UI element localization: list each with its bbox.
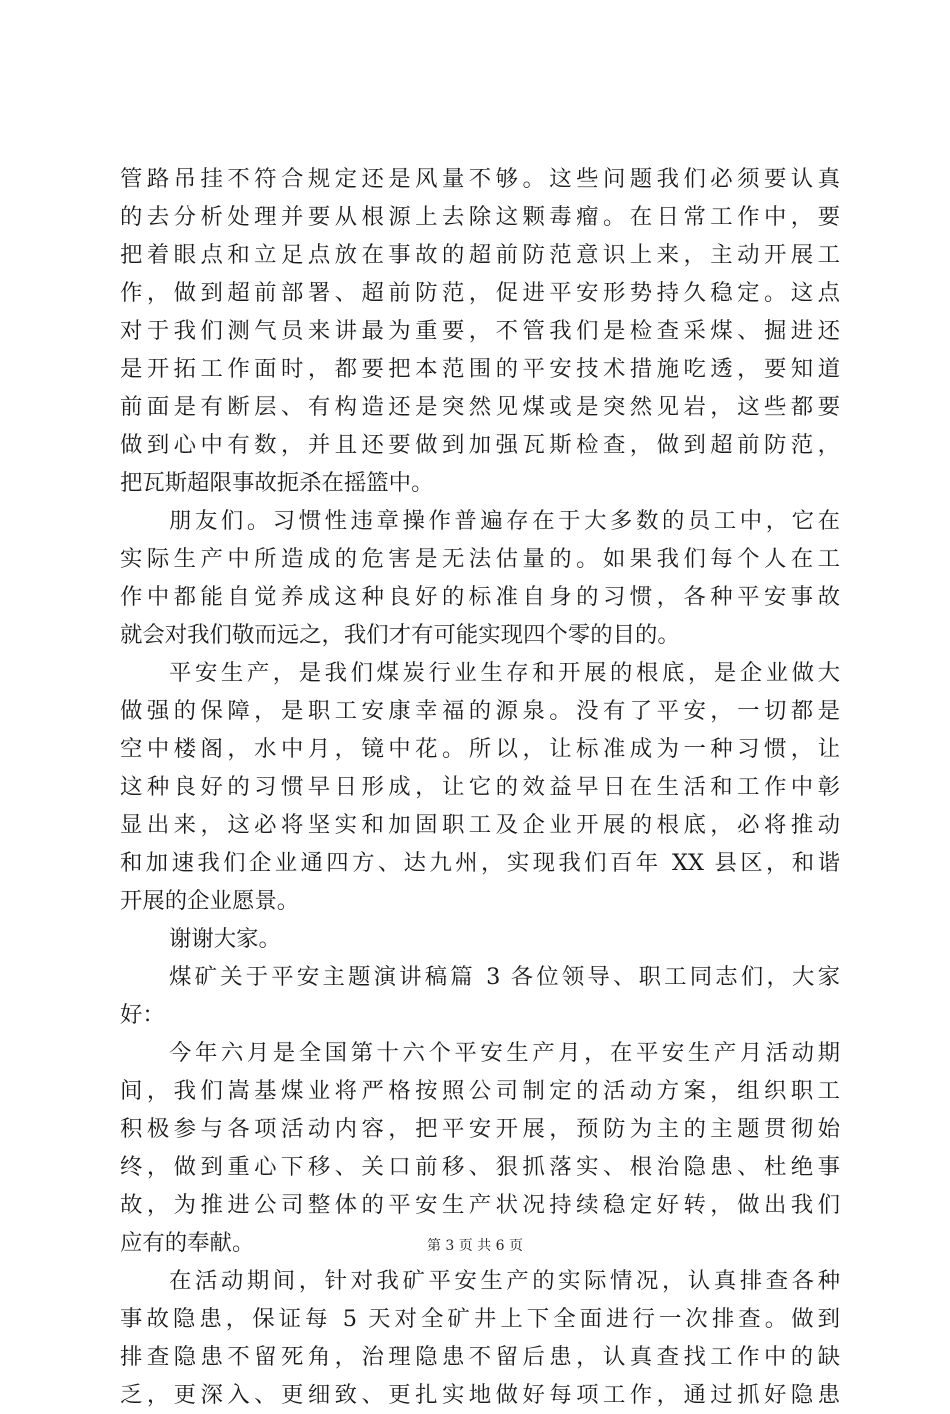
text-line: 排查隐患不留死角，治理隐患不留后患，认真查找工作中的缺 bbox=[120, 1344, 840, 1370]
text-line: 是开拓工作面时，都要把本范围的平安技术措施吃透，要知道 bbox=[120, 356, 840, 382]
text-line: 终，做到重心下移、关口前移、狠抓落实、根治隐患、杜绝事 bbox=[120, 1154, 840, 1180]
page-footer: 第 3 页 共 6 页 bbox=[426, 1238, 524, 1254]
text-line: 故，为推进公司整体的平安生产状况持续稳定好转，做出我们 bbox=[120, 1192, 840, 1218]
text-line: 就会对我们敬而远之，我们才有可能实现四个零的目的。 bbox=[120, 622, 680, 648]
text-line: 做到心中有数，并且还要做到加强瓦斯检查，做到超前防范， bbox=[120, 432, 840, 458]
text-line: 把着眼点和立足点放在事故的超前防范意识上来，主动开展工 bbox=[120, 242, 840, 268]
text-line: 在活动期间，针对我矿平安生产的实际情况，认真排查各种 bbox=[169, 1268, 840, 1294]
text-line: 好： bbox=[120, 1002, 165, 1028]
text-line: 开展的企业愿景。 bbox=[120, 888, 300, 914]
text-line: 做强的保障，是职工安康幸福的源泉。没有了平安，一切都是 bbox=[120, 698, 840, 724]
text-line: 作，做到超前部署、超前防范，促进平安形势持久稳定。这点 bbox=[120, 280, 840, 306]
text-line: 间，我们嵩基煤业将严格按照公司制定的活动方案，组织职工 bbox=[120, 1078, 840, 1104]
text-line: 实际生产中所造成的危害是无法估量的。如果我们每个人在工 bbox=[120, 546, 840, 572]
text-line: 对于我们测气员来讲最为重要，不管我们是检查采煤、掘进还 bbox=[120, 318, 840, 344]
text-line: 乏，更深入、更细致、更扎实地做好每项工作，通过抓好隐患 bbox=[120, 1382, 840, 1408]
text-line: 积极参与各项活动内容，把平安开展，预防为主的主题贯彻始 bbox=[120, 1116, 840, 1142]
text-line: 平安生产，是我们煤炭行业生存和开展的根底，是企业做大 bbox=[169, 660, 840, 686]
text-line: 把瓦斯超限事故扼杀在摇篮中。 bbox=[120, 470, 434, 496]
text-line: 事故隐患，保证每 5 天对全矿井上下全面进行一次排查。做到 bbox=[120, 1306, 840, 1332]
text-line: 煤矿关于平安主题演讲稿篇 3 各位领导、职工同志们，大家 bbox=[169, 964, 840, 990]
text-line: 管路吊挂不符合规定还是风量不够。这些问题我们必须要认真 bbox=[120, 166, 840, 192]
text-line: 前面是有断层、有构造还是突然见煤或是突然见岩，这些都要 bbox=[120, 394, 840, 420]
text-line: 空中楼阁，水中月，镜中花。所以，让标准成为一种习惯，让 bbox=[120, 736, 840, 762]
text-line: 作中都能自觉养成这种良好的标准自身的习惯，各种平安事故 bbox=[120, 584, 840, 610]
text-line: 显出来，这必将坚实和加固职工及企业开展的根底，必将推动 bbox=[120, 812, 840, 838]
text-line: 这种良好的习惯早日形成，让它的效益早日在生活和工作中彰 bbox=[120, 774, 840, 800]
text-line: 应有的奉献。 bbox=[120, 1230, 255, 1256]
text-line: 和加速我们企业通四方、达九州，实现我们百年 XX 县区，和谐 bbox=[120, 850, 840, 876]
text-line: 今年六月是全国第十六个平安生产月，在平安生产月活动期 bbox=[169, 1040, 840, 1066]
text-line: 朋友们。习惯性违章操作普遍存在于大多数的员工中，它在 bbox=[169, 508, 840, 534]
text-line: 的去分析处理并要从根源上去除这颗毒瘤。在日常工作中，要 bbox=[120, 204, 840, 230]
text-line: 谢谢大家。 bbox=[169, 926, 281, 952]
body-text bbox=[120, 160, 840, 1414]
